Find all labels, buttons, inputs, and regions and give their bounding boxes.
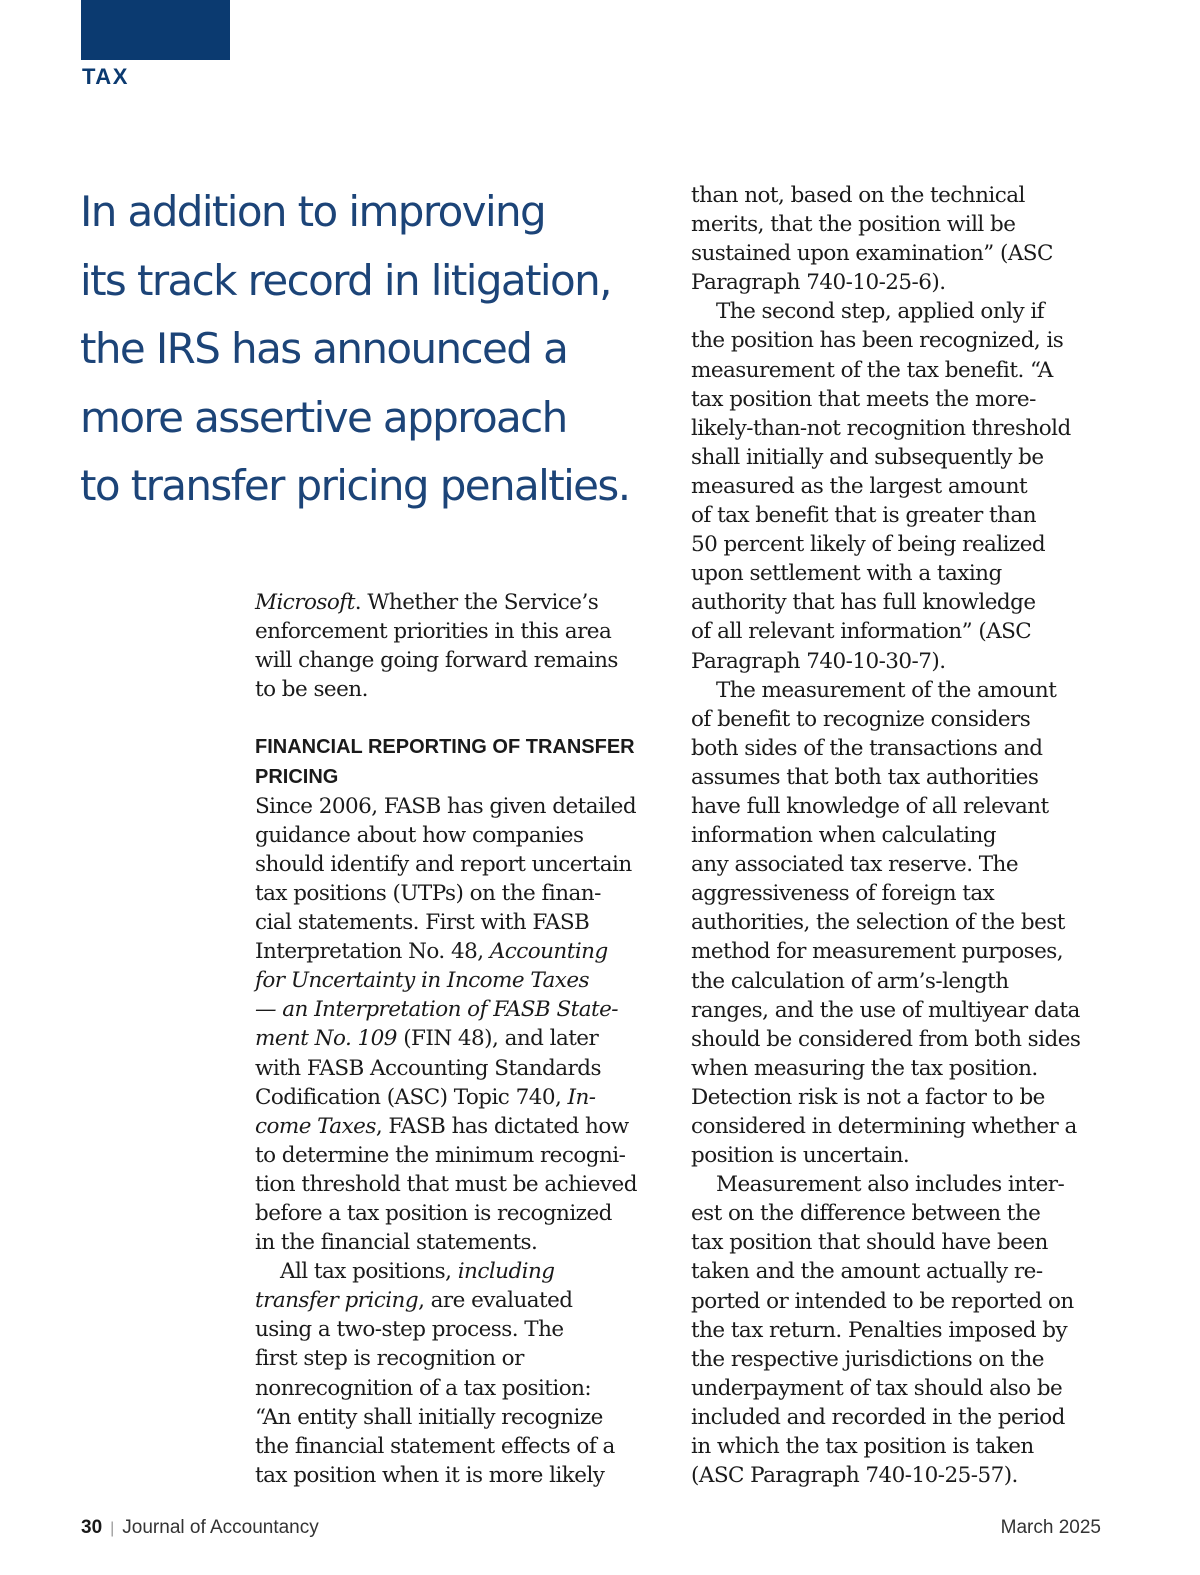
text-line: before a tax position is recognized [255,1200,612,1226]
text-line: 50 percent likely of being realized [691,532,1046,558]
text-line: merits, that the position will be [691,212,1016,238]
text-line: position is uncertain. [691,1143,910,1169]
text-line: Measurement also includes inter- [716,1172,1065,1198]
paragraph-gap [255,704,685,733]
text-line: in which the tax position is taken [691,1434,1034,1460]
text-line: tax position that should have been [691,1230,1048,1256]
text-line: est on the difference between the [691,1201,1041,1227]
text-line: the financial statement effects of a [255,1433,615,1459]
text-line: cial statements. First with FASB [255,910,590,936]
text-line: tax position that meets the more- [691,386,1036,412]
text-line: transfer pricing, are evaluated [255,1288,573,1314]
text-line: tion threshold that must be achieved [255,1171,637,1197]
text-line: The measurement of the amount [716,677,1057,703]
page-number: 30 [81,1517,103,1538]
text-line: when measuring the tax position. [691,1055,1038,1081]
text-line: tax position when it is more likely [255,1462,605,1488]
text-line: measurement of the tax benefit. “A [691,357,1053,383]
text-line: tax positions (UTPs) on the finan- [255,880,601,906]
article-column-left [255,588,685,1490]
text-line: information when calculating [691,823,996,849]
text-line: sustained upon examination” (ASC [691,241,1053,267]
paragraph [255,792,685,1258]
text-line: with FASB Accounting Standards [255,1055,601,1081]
text-line: both sides of the transactions and [691,735,1043,761]
text-line: Paragraph 740-10-25-6). [691,270,946,296]
text-line: should be considered from both sides [691,1026,1081,1052]
text-line: The second step, applied only if [716,299,1045,325]
case-name: Microsoft [255,590,355,615]
text-line: Paragraph 740-10-30-7). [691,648,946,674]
text-line: upon settlement with a taxing [691,561,1002,587]
text-line: underpayment of tax should also be [691,1375,1063,1401]
text-line: any associated tax reserve. The [691,852,1019,878]
text-line: to determine the minimum recogni- [255,1142,626,1168]
text-line: guidance about how companies [255,822,584,848]
text-line: Microsoft. Whether the Service’s [255,590,599,615]
text-line: first step is recognition or [255,1346,524,1372]
text-line: measured as the largest amount [691,473,1028,499]
text-line: authority that has full knowledge [691,590,1036,616]
text-line: should identify and report uncertain [255,851,632,877]
publication-name: Journal of Accountancy [122,1517,319,1538]
text-line: method for measurement purposes, [691,939,1064,965]
publication-title: Accounting [489,939,608,965]
pull-quote-line: more assertive approach [80,392,567,442]
text-line: shall initially and subsequently be [691,444,1044,470]
text-line: than not, based on the technical [691,183,1025,208]
text-line: ranges, and the use of multiyear data [691,997,1080,1023]
text-line: nonrecognition of a tax position: [255,1375,592,1401]
text-line: the position has been recognized, is [691,328,1064,354]
text-line: All tax positions, including [280,1259,555,1285]
text-line: of all relevant information” (ASC [691,619,1032,645]
text-line: in the financial statements. [255,1230,538,1256]
page-footer [81,1517,1101,1539]
text-line: the calculation of arm’s-length [691,968,1009,994]
intro-paragraph [255,588,685,704]
issue-date: March 2025 [1000,1517,1101,1538]
text-line: Interpretation No. 48, Accounting [255,939,608,965]
text-line: of benefit to recognize considers [691,706,1031,732]
pull-quote-line: In addition to improving [80,187,546,236]
section-color-bar [81,0,230,60]
text-line: — an Interpretation of FASB State- [255,997,618,1023]
text-line: assumes that both tax authorities [691,764,1039,790]
section-label: TAX [82,64,129,89]
text-line: considered in determining whether a [691,1114,1077,1139]
text-line: “An entity shall initially recognize [255,1404,603,1430]
text-line: taken and the amount actually re- [691,1259,1043,1285]
text-line: for Uncertainty in Income Taxes [255,968,589,994]
text-line: included and recorded in the period [691,1404,1065,1430]
text-line: ment No. 109 (FIN 48), and later [255,1026,599,1052]
paragraph [255,1257,685,1490]
text-line: using a two-step process. The [255,1317,564,1343]
text-line: to be seen. [255,677,368,703]
section-heading: FINANCIAL REPORTING OF TRANSFER PRICING [255,736,635,788]
pull-quote-line: to transfer pricing penalties. [80,461,630,510]
text-line: likely-than-not recognition threshold [691,415,1071,441]
pull-quote [80,178,670,521]
text-line: Since 2006, FASB has given detailed [255,793,637,819]
article-column-right [691,181,1131,1490]
text-line: will change going forward remains [255,648,618,674]
text-line: enforcement priorities in this area [255,619,612,645]
text-line: of tax benefit that is greater than [691,503,1037,529]
text-line: Codification (ASC) Topic 740, In- [255,1084,596,1110]
text-line: have full knowledge of all relevant [691,793,1049,819]
text-line: aggressiveness of foreign tax [691,881,995,907]
text-line: the tax return. Penalties imposed by [691,1317,1068,1343]
footer-separator: | [110,1520,115,1537]
text-line: (ASC Paragraph 740-10-25-57). [691,1463,1018,1489]
text-line: the respective jurisdictions on the [691,1346,1044,1372]
text-line: come Taxes, FASB has dictated how [255,1113,629,1139]
text-line: authorities, the selection of the best [691,910,1065,936]
text-line: ported or intended to be reported on [691,1288,1074,1314]
text-line: Detection risk is not a factor to be [691,1084,1045,1110]
pull-quote-line: its track record in litigation, [80,255,611,305]
pull-quote-line: the IRS has announced a [80,324,568,373]
